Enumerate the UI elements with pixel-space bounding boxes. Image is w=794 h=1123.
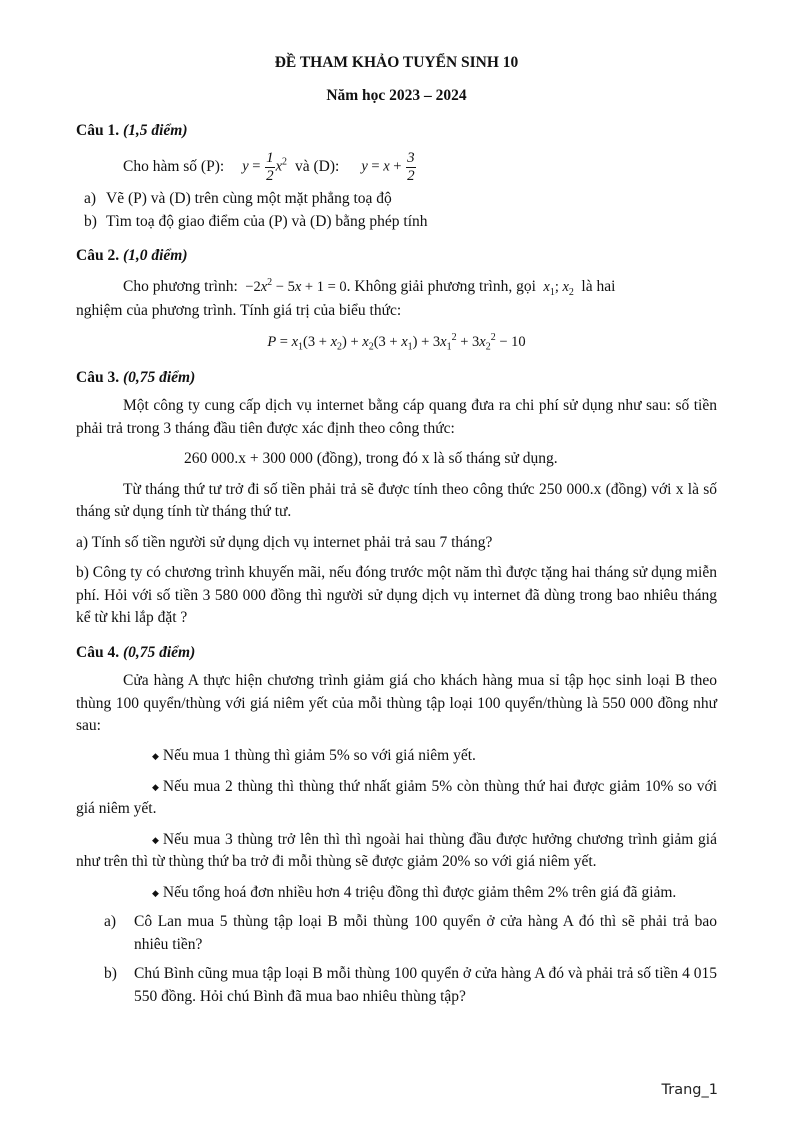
q3-paragraph-1: Một công ty cung cấp dịch vụ internet bằng cáp quang đưa ra chi phí sử dụng như sau: số tiền phải trả trong 3 tháng đầu tiên được xác định theo công thức: — [76, 397, 717, 437]
q1-line-formula: y = x + $\frac{3}{2}$ — [361, 150, 415, 184]
q1-fraction-three-halves: $\frac{3}{2}$ — [407, 150, 415, 184]
q2-equation: $-2x^2 - 5x + 1 = 0$ — [241, 276, 347, 295]
list-item: b) Chú Bình cũng mua tập loại B mỗi thùng 100 quyển ở cửa hàng A đó và phải trả số tiền 4 015 550 đồng. Hỏi chú Bình đã mua bao nhiêu thùng tập? — [104, 965, 717, 1005]
q2-statement: Cho phương trình: $-2x^2 - 5x + 1 = 0$. Không giải phương trình, gọi $x_1$; $x_2$ là hai — [123, 276, 616, 298]
q3-formula: 260 000.x + 300 000 (đồng), trong đó x là số tháng sử dụng. — [184, 450, 558, 468]
q4-points: (0,75 điểm) — [122, 643, 196, 661]
q1-label: Câu 1. — [76, 121, 120, 139]
diamond-bullet-icon: ◆ — [152, 834, 159, 845]
list-item: ◆ Nếu mua 2 thùng thì thùng thứ nhất giảm 5% còn thùng thứ hai được giảm 10% so với giá niêm yết. — [76, 777, 717, 818]
q2-label: Câu 2. — [76, 247, 120, 265]
q1-subitems — [76, 188, 717, 233]
q2-line2: nghiệm của phương trình. Tính giá trị của biểu thức: — [76, 302, 402, 320]
q1-heading — [76, 120, 717, 142]
q2-expression: $P = x_1(3 + x_2) + x_2(3 + x_1) + 3x_1^2 + 3x_2^2 - 10$ — [267, 331, 526, 353]
q4-paragraph-1: Cửa hàng A thực hiện chương trình giảm giá cho khách hàng mua sỉ tập học sinh loại B theo thùng 100 quyển/thùng với giá niêm yết của mỗi thùng tập loại 100 quyển/thùng là 550 000 đồng như sau: — [76, 672, 717, 734]
list-item: ◆ Nếu tổng hoá đơn nhiều hơn 4 triệu đồng thì được giảm thêm 2% trên giá đã giảm. — [76, 882, 717, 904]
q1-functions — [123, 150, 717, 184]
q1-and-d: và (D): — [295, 158, 340, 176]
q1-points: (1,5 điểm) — [122, 121, 188, 139]
list-item: ◆ Nếu mua 1 thùng thì giảm 5% so với giá niêm yết. — [76, 745, 717, 767]
q2-heading — [76, 245, 717, 267]
list-item: a) Cô Lan mua 5 thùng tập loại B mỗi thùng 100 quyển ở cửa hàng A đó thì sẽ phải trả bao nhiêu tiền? — [104, 913, 717, 953]
q2-roots: $x_1$; $x_2$ — [543, 278, 574, 298]
diamond-bullet-icon: ◆ — [152, 781, 159, 792]
q3-label: Câu 3. — [76, 368, 120, 386]
q3-part-b: b) Công ty có chương trình khuyến mãi, nếu đóng trước một năm thì được tặng hai tháng sử dụng miễn phí. Hỏi với số tiền 3 580 000 đồng thì người sử dụng dịch vụ internet đã dùng trong bao nhiêu tháng kể từ khi lắp đặt ? — [76, 564, 717, 627]
list-item: b) Tìm toạ độ giao điểm của (P) và (D) bằng phép tính — [84, 212, 428, 230]
list-item: a) Vẽ (P) và (D) trên cùng một mặt phẳng toạ độ — [84, 190, 392, 208]
q3-part-a: a) Tính số tiền người sử dụng dịch vụ internet phải trả sau 7 tháng? — [76, 533, 493, 551]
q3-heading — [76, 367, 717, 389]
q1-fraction-half: $\frac{1}{2}$ — [266, 150, 274, 184]
q4-heading — [76, 642, 717, 664]
diamond-bullet-icon: ◆ — [152, 887, 159, 898]
page-number: Trang_1 — [661, 1082, 718, 1098]
q1-intro: Cho hàm số (P): — [123, 158, 225, 176]
q4-label: Câu 4. — [76, 643, 120, 661]
exam-title: ĐỀ THAM KHẢO TUYỂN SINH 10 — [274, 54, 519, 71]
q3-points: (0,75 điểm) — [122, 368, 196, 386]
document-body — [76, 52, 717, 1008]
list-item: ◆ Nếu mua 3 thùng trở lên thì thì ngoài hai thùng đầu được hưởng chương trình giảm giá như trên thì từ thùng thứ ba trở đi mỗi thùng sẽ được giảm 20% so với giá niêm yết. — [76, 830, 717, 871]
exam-year: Năm học 2023 – 2024 — [326, 87, 467, 105]
q3-paragraph-2: Từ tháng thứ tư trở đi số tiền phải trả sẽ được tính theo công thức 250 000.x (đồng) với x là số tháng sử dụng tính từ tháng thứ tư. — [76, 480, 717, 521]
q2-points: (1,0 điểm) — [122, 247, 188, 265]
diamond-bullet-icon: ◆ — [152, 751, 159, 762]
q1-parabola-formula: y = $\frac{1}{2}$ $x^2$ — [242, 150, 287, 184]
